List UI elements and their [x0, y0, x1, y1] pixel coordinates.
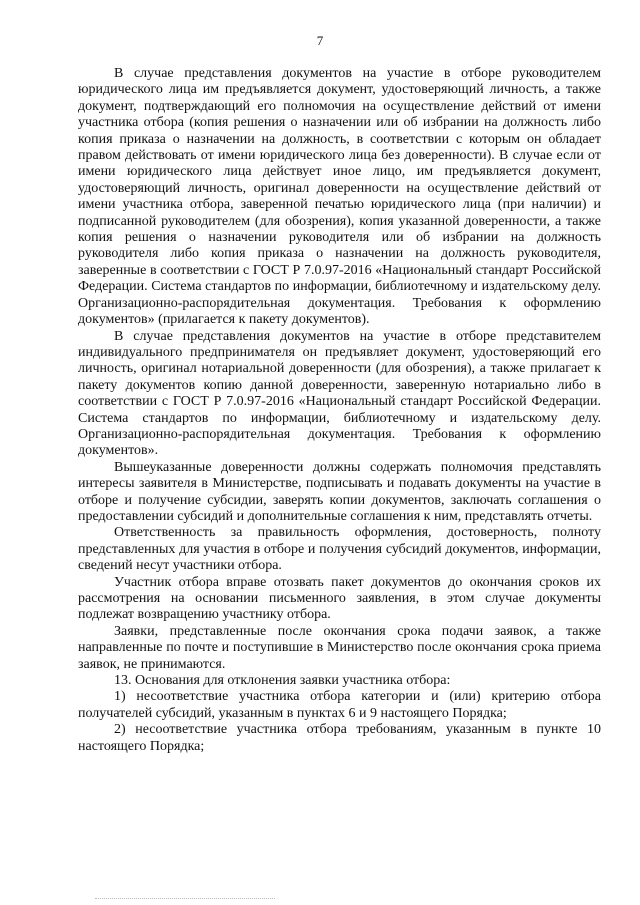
- page-number: 7: [316, 33, 324, 48]
- footer-divider: [95, 898, 275, 899]
- paragraph-late-applications: Заявки, представленные после окончания срока подачи заявок, а также направленные по почте и поступившие в Министерство после окончания срока приема заявок, не принимаются.: [78, 623, 601, 672]
- paragraph-rejection-grounds-heading: 13. Основания для отклонения заявки участника отбора:: [114, 673, 451, 689]
- paragraph-entrepreneur-representation: В случае представления документов на участие в отборе представителем индивидуального предпринимателя он предъявляет документ, удостоверяющий его личность, оригинал нотариальной доверенности (для обозрения), а также прилагает к пакету документов копию данной доверенности, заверенную нотариально либо в соответствии с ГОСТ Р 7.0.97-2016 «Национальный стандарт Российской Федерации. Система стандартов по информации, библиотечному и издательскому делу. Организационно-распорядительная документация. Требования к оформлению документов».: [78, 328, 601, 459]
- paragraph-rejection-ground-1: 1) несоответствие участника отбора категории и (или) критерию отбора получателей субсидий, указанным в пунктах 6 и 9 настоящего Порядка;: [78, 689, 601, 721]
- paragraph-withdrawal-right: Участник отбора вправе отозвать пакет документов до окончания сроков их рассмотрения на основании письменного заявления, в этом случае документы подлежат возвращению участнику отбора.: [78, 574, 601, 623]
- document-body: [78, 66, 601, 755]
- paragraph-legal-entity-representation: В случае представления документов на участие в отборе руководителем юридического лица им предъявляется документ, удостоверяющий личность, а также документ, подтверждающий его полномочия на осуществление действий от имени участника отбора (копия решения о назначении или об избрании на должность либо копия приказа о назначении на должность, в соответствии с которым он обладает правом действовать от имени юридического лица без доверенности). В случае если от имени юридического лица действует иное лицо, им предъявляется документ, удостоверяющий личность, оригинал доверенности на осуществление действий от имени участника отбора, заверенной печатью юридического лица (при наличии) и подписанной руководителем (для обозрения), копия указанной доверенности, а также копия решения о назначении руководителя или об избрании на должность руководителя либо копия приказа о назначении на должность руководителя, заверенные в соответствии с ГОСТ Р 7.0.97-2016 «Национальный стандарт Российской Федерации. Система стандартов по информации, библиотечному и издательскому делу. Организационно-распорядительная документация. Требования к оформлению документов» (прилагается к пакету документов).: [78, 66, 601, 328]
- paragraph-power-of-attorney-scope: Вышеуказанные доверенности должны содержать полномочия представлять интересы заявителя в Министерстве, подписывать и подавать документы на участие в отборе и получение субсидии, заверять копии документов, заключать соглашения о предоставлении субсидий и дополнительные соглашения к ним, представлять отчеты.: [78, 459, 601, 524]
- paragraph-rejection-ground-2: 2) несоответствие участника отбора требованиям, указанным в пункте 10 настоящего Порядка;: [78, 722, 601, 754]
- paragraph-responsibility: Ответственность за правильность оформления, достоверность, полноту представленных для участия в отборе и получения субсидий документов, информации, сведений несут участники отбора.: [78, 525, 601, 574]
